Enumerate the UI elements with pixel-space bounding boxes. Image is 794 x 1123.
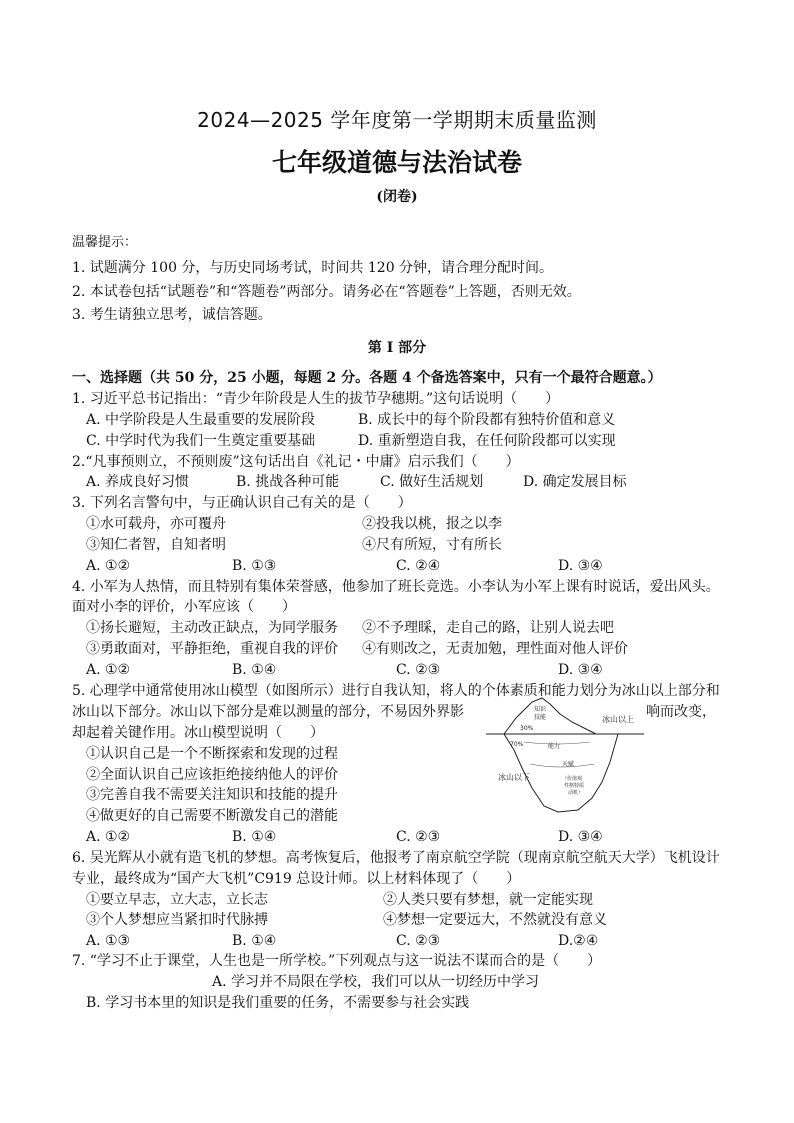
part-heading: 第 I 部分 xyxy=(367,340,427,356)
label-personality: 性格特质 xyxy=(564,783,585,789)
question-4-stem-cont: 面对小李的评价，小军应该（ ） xyxy=(72,599,296,615)
q6-option-d: D.②④ xyxy=(558,933,599,949)
label-talent: 天赋 xyxy=(562,761,575,768)
q6-option-a: A. ①③ xyxy=(86,933,131,949)
q5-option-d: D. ③④ xyxy=(558,829,603,845)
q4-statement-1: ①扬长避短，主动改正缺点，为同学服务 xyxy=(86,620,338,636)
tips-label: 温馨提示： xyxy=(72,235,138,250)
q6-statement-3: ③个人梦想应当紧扣时代脉搏 xyxy=(86,912,268,928)
q3-statement-4: ④尺有所短，寸有所长 xyxy=(362,537,502,553)
q1-option-c: C. 中学时代为我们一生奠定重要基础 xyxy=(86,433,316,449)
q5-statement-2: ②全面认识自己应该拒绝接纳他人的评价 xyxy=(86,767,338,783)
q3-option-a: A. ①② xyxy=(86,558,131,574)
label-motivation: 动机） xyxy=(568,790,584,796)
q3-option-d: D. ③④ xyxy=(558,558,603,574)
q4-option-c: C. ②③ xyxy=(396,662,441,678)
q3-statement-2: ②投我以桃，报之以李 xyxy=(362,516,502,532)
q3-option-b: B. ①③ xyxy=(232,558,277,574)
question-2-stem: 2.“凡事预则立，不预则废”这句话出自《礼记・中庸》启示我们（ ） xyxy=(72,454,520,470)
q6-option-b: B. ①④ xyxy=(232,933,277,949)
question-6-stem-cont: 专业，最终成为“国产大飞机”C919 总设计师。以上材料体现了（ ） xyxy=(72,871,521,887)
question-5-stem-cont-2: 却起着关键作用。冰山模型说明（ ） xyxy=(72,725,324,741)
q3-option-c: C. ②④ xyxy=(396,558,441,574)
q4-option-a: A. ①② xyxy=(86,662,131,678)
label-ability: 能力 xyxy=(548,743,561,750)
label-pct-top: 30% xyxy=(520,725,534,732)
exam-title: 2024—2025 学年度第一学期期末质量监测 xyxy=(197,108,597,132)
q1-option-d: D. 重新塑造自我，在任何阶段都可以实现 xyxy=(358,433,616,449)
label-below-water: 冰山以下 xyxy=(498,773,530,782)
label-values: （价值观 xyxy=(562,776,583,782)
q3-statement-3: ③知仁者智，自知者明 xyxy=(86,537,226,553)
q3-statement-1: ①水可载舟，亦可覆舟 xyxy=(86,516,226,532)
label-knowledge: 知识 xyxy=(534,706,547,713)
question-3-stem: 3. 下列名言警句中，与正确认识自己有关的是（ ） xyxy=(72,495,412,511)
q6-statement-4: ④梦想一定要远大，不然就没有意义 xyxy=(383,912,607,928)
q2-option-c: C. 做好生活规划 xyxy=(380,474,484,490)
q4-option-b: B. ①④ xyxy=(232,662,277,678)
tip-item: 1. 试题满分 100 分，与历史同场考试，时间共 120 分钟，请合理分配时间。 xyxy=(72,260,554,276)
question-7-stem: 7. “学习不止于课堂，人生也是一所学校。”下列观点与这一说法不谋而合的是（ ） xyxy=(72,953,602,969)
q2-option-a: A. 养成良好习惯 xyxy=(86,474,190,490)
q5-statement-3: ③完善自我不需要关注知识和技能的提升 xyxy=(86,787,338,803)
label-above-water: 冰山以上 xyxy=(602,715,634,724)
subject-title: 七年级道德与法治试卷 xyxy=(271,148,522,177)
q1-option-b: B. 成长中的每个阶段都有独特价值和意义 xyxy=(358,412,616,428)
q4-statement-2: ②不予理睬，走自己的路，让别人说去吧 xyxy=(362,620,614,636)
section-heading: 一、选择题（共 50 分，25 小题，每题 2 分。各题 4 个备选答案中，只有一个最符合题意。） xyxy=(72,370,662,386)
question-1-stem: 1. 习近平总书记指出：“青少年阶段是人生的拔节孕穗期。”这句话说明（ ） xyxy=(72,391,560,407)
question-5-stem-cont-right: 响而改变， xyxy=(646,704,716,720)
q5-statement-4: ④做更好的自己需要不断激发自己的潜能 xyxy=(86,808,338,824)
question-5-stem: 5. 心理学中通常使用冰山模型（如图所示）进行自我认知，将人的个体素质和能力划分为冰山以上部分和 xyxy=(72,683,720,699)
tip-item: 3. 考生请独立思考，诚信答题。 xyxy=(72,307,272,323)
iceberg-model-figure xyxy=(486,694,646,818)
iceberg-tip-shape xyxy=(504,698,596,734)
question-5-stem-cont: 冰山以下部分。冰山以下部分是难以测量的部分，不易因外界影 xyxy=(72,704,464,720)
closed-book-note: (闭卷) xyxy=(376,189,418,205)
question-4-stem: 4. 小军为人热情，而且特别有集体荣誉感，他参加了班长竞选。小李认为小军上课有时说话，爱出风头。 xyxy=(72,579,720,595)
q4-statement-4: ④有则改之，无责加勉，理性面对他人评价 xyxy=(362,641,628,657)
q6-statement-1: ①要立早志，立大志，立长志 xyxy=(86,892,268,908)
q2-option-d: D. 确定发展目标 xyxy=(523,474,627,490)
q6-option-c: C. ②③ xyxy=(396,933,441,949)
tip-item: 2. 本试卷包括“试题卷”和“答题卷”两部分。请务必在“答题卷”上答题，否则无效。 xyxy=(72,284,581,300)
q1-option-a: A. 中学阶段是人生最重要的发展阶段 xyxy=(86,412,316,428)
q4-statement-3: ③勇敢面对，平静拒绝，重视自我的评价 xyxy=(86,641,338,657)
q7-option-a: A. 学习并不局限在学校，我们可以从一切经历中学习 xyxy=(212,974,540,990)
q6-statement-2: ②人类只要有梦想，就一定能实现 xyxy=(383,892,593,908)
label-skill: 技能 xyxy=(534,714,547,721)
q2-option-b: B. 挑战各种可能 xyxy=(236,474,340,490)
question-6-stem: 6. 吴光辉从小就有造飞机的梦想。高考恢复后，他报考了南京航空学院（现南京航空航天大学）飞机设计 xyxy=(72,850,720,866)
q5-option-b: B. ①④ xyxy=(232,829,277,845)
q7-option-b: B. 学习书本里的知识是我们重要的任务，不需要参与社会实践 xyxy=(86,995,470,1011)
q5-option-c: C. ②③ xyxy=(396,829,441,845)
q5-option-a: A. ①② xyxy=(86,829,131,845)
q4-option-d: D. ③④ xyxy=(558,662,603,678)
label-pct-bottom: 70% xyxy=(510,741,524,748)
q5-statement-1: ①认识自己是一个不断探索和发现的过程 xyxy=(86,746,338,762)
